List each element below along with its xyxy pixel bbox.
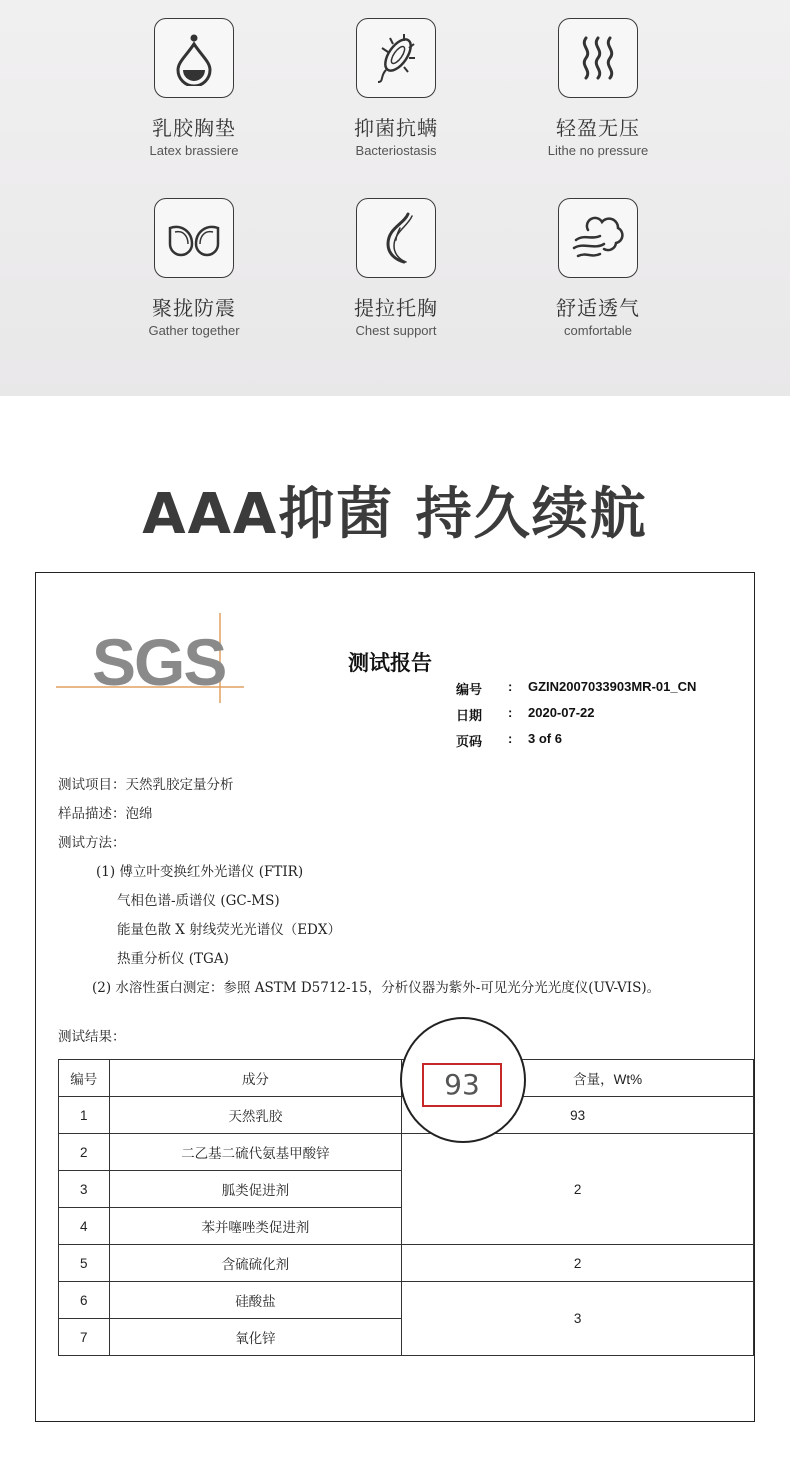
meta-row-date: 日期 : 2020-07-22 bbox=[456, 705, 696, 731]
feature-breathable bbox=[508, 198, 688, 338]
sample-description: 样品描述：泡绵 bbox=[58, 806, 153, 822]
method-line: 气相色谱-质谱仪 (GC-MS) bbox=[117, 893, 280, 909]
latex-drop-icon bbox=[154, 18, 234, 98]
report-title: 测试报告 bbox=[348, 651, 432, 675]
feature-subtitle: Lithe no pressure bbox=[547, 143, 649, 158]
table-row: 1 天然乳胶 93 bbox=[59, 1097, 754, 1134]
table-header-cell: 含量，Wt% bbox=[402, 1060, 754, 1097]
results-label: 测试结果： bbox=[58, 1029, 126, 1045]
report-body bbox=[58, 773, 660, 1054]
method-line: (2) 水溶性蛋白测定：参照 ASTM D5712-15，分析仪器为紫外-可见光分光光度仪(UV-VIS)。 bbox=[92, 980, 661, 996]
table-row: 6 硅酸盐 3 bbox=[59, 1282, 754, 1319]
feature-lithe bbox=[508, 18, 688, 158]
table-row: 7 氧化锌 bbox=[59, 1319, 754, 1356]
method-label: 测试方法： bbox=[58, 835, 126, 851]
meta-row-number: 编号 : GZIN2007033903MR-01_CN bbox=[456, 679, 696, 705]
air-flow-icon bbox=[558, 198, 638, 278]
method-line: 能量色散 X 射线荧光光谱仪（EDX） bbox=[117, 922, 341, 938]
report-date: 2020-07-22 bbox=[528, 705, 595, 720]
table-header-cell: 成分 bbox=[109, 1060, 402, 1097]
bra-cups-icon bbox=[154, 198, 234, 278]
feature-title: 抑菌抗螨 bbox=[354, 116, 438, 140]
test-report bbox=[35, 572, 755, 1422]
feature-subtitle: Bacteriostasis bbox=[355, 143, 437, 158]
feature-latex bbox=[104, 18, 284, 158]
highlight-value-box: 93 bbox=[422, 1063, 502, 1107]
sgs-logo-text: SGS bbox=[92, 625, 226, 699]
wavy-lines-icon bbox=[558, 18, 638, 98]
features-panel bbox=[0, 0, 790, 396]
test-item: 测试项目：天然乳胶定量分析 bbox=[58, 777, 234, 793]
content-value: 93 bbox=[402, 1097, 754, 1134]
report-number: GZIN2007033903MR-01_CN bbox=[528, 679, 697, 694]
method-line: 热重分析仪 (TGA) bbox=[117, 951, 229, 967]
feature-bacteria bbox=[306, 18, 486, 158]
feature-title: 轻盈无压 bbox=[556, 116, 640, 140]
feature-subtitle: Gather together bbox=[148, 323, 240, 338]
curve-support-icon bbox=[356, 198, 436, 278]
report-page: 3 of 6 bbox=[528, 731, 562, 746]
feature-title: 聚拢防震 bbox=[152, 296, 236, 320]
feature-subtitle: comfortable bbox=[564, 323, 632, 338]
feature-subtitle: Chest support bbox=[355, 323, 437, 338]
feature-title: 乳胶胸垫 bbox=[152, 116, 236, 140]
content-value: 2 bbox=[402, 1245, 754, 1282]
content-value: 2 bbox=[402, 1134, 754, 1245]
report-meta bbox=[456, 679, 696, 757]
magnifier-callout bbox=[400, 1017, 526, 1143]
feature-title: 舒适透气 bbox=[556, 296, 640, 320]
feature-title: 提拉托胸 bbox=[354, 296, 438, 320]
feature-gather bbox=[104, 198, 284, 338]
feature-chest-support bbox=[306, 198, 486, 338]
table-row: 4 苯并噻唑类促进剂 bbox=[59, 1208, 754, 1245]
table-row: 5 含硫硫化剂 2 bbox=[59, 1245, 754, 1282]
table-row: 2 二乙基二硫代氨基甲酸锌 2 bbox=[59, 1134, 754, 1171]
meta-row-page: 页码 : 3 of 6 bbox=[456, 731, 696, 757]
table-header-cell: 编号 bbox=[59, 1060, 110, 1097]
headline: AAA抑菌 持久续航 bbox=[142, 482, 648, 547]
feature-subtitle: Latex brassiere bbox=[149, 143, 239, 158]
content-value: 3 bbox=[402, 1282, 754, 1356]
table-row: 3 胍类促进剂 bbox=[59, 1171, 754, 1208]
sgs-logo bbox=[56, 613, 246, 703]
bacteria-icon bbox=[356, 18, 436, 98]
method-line: (1) 傅立叶变换红外光谱仪 (FTIR) bbox=[96, 864, 304, 880]
